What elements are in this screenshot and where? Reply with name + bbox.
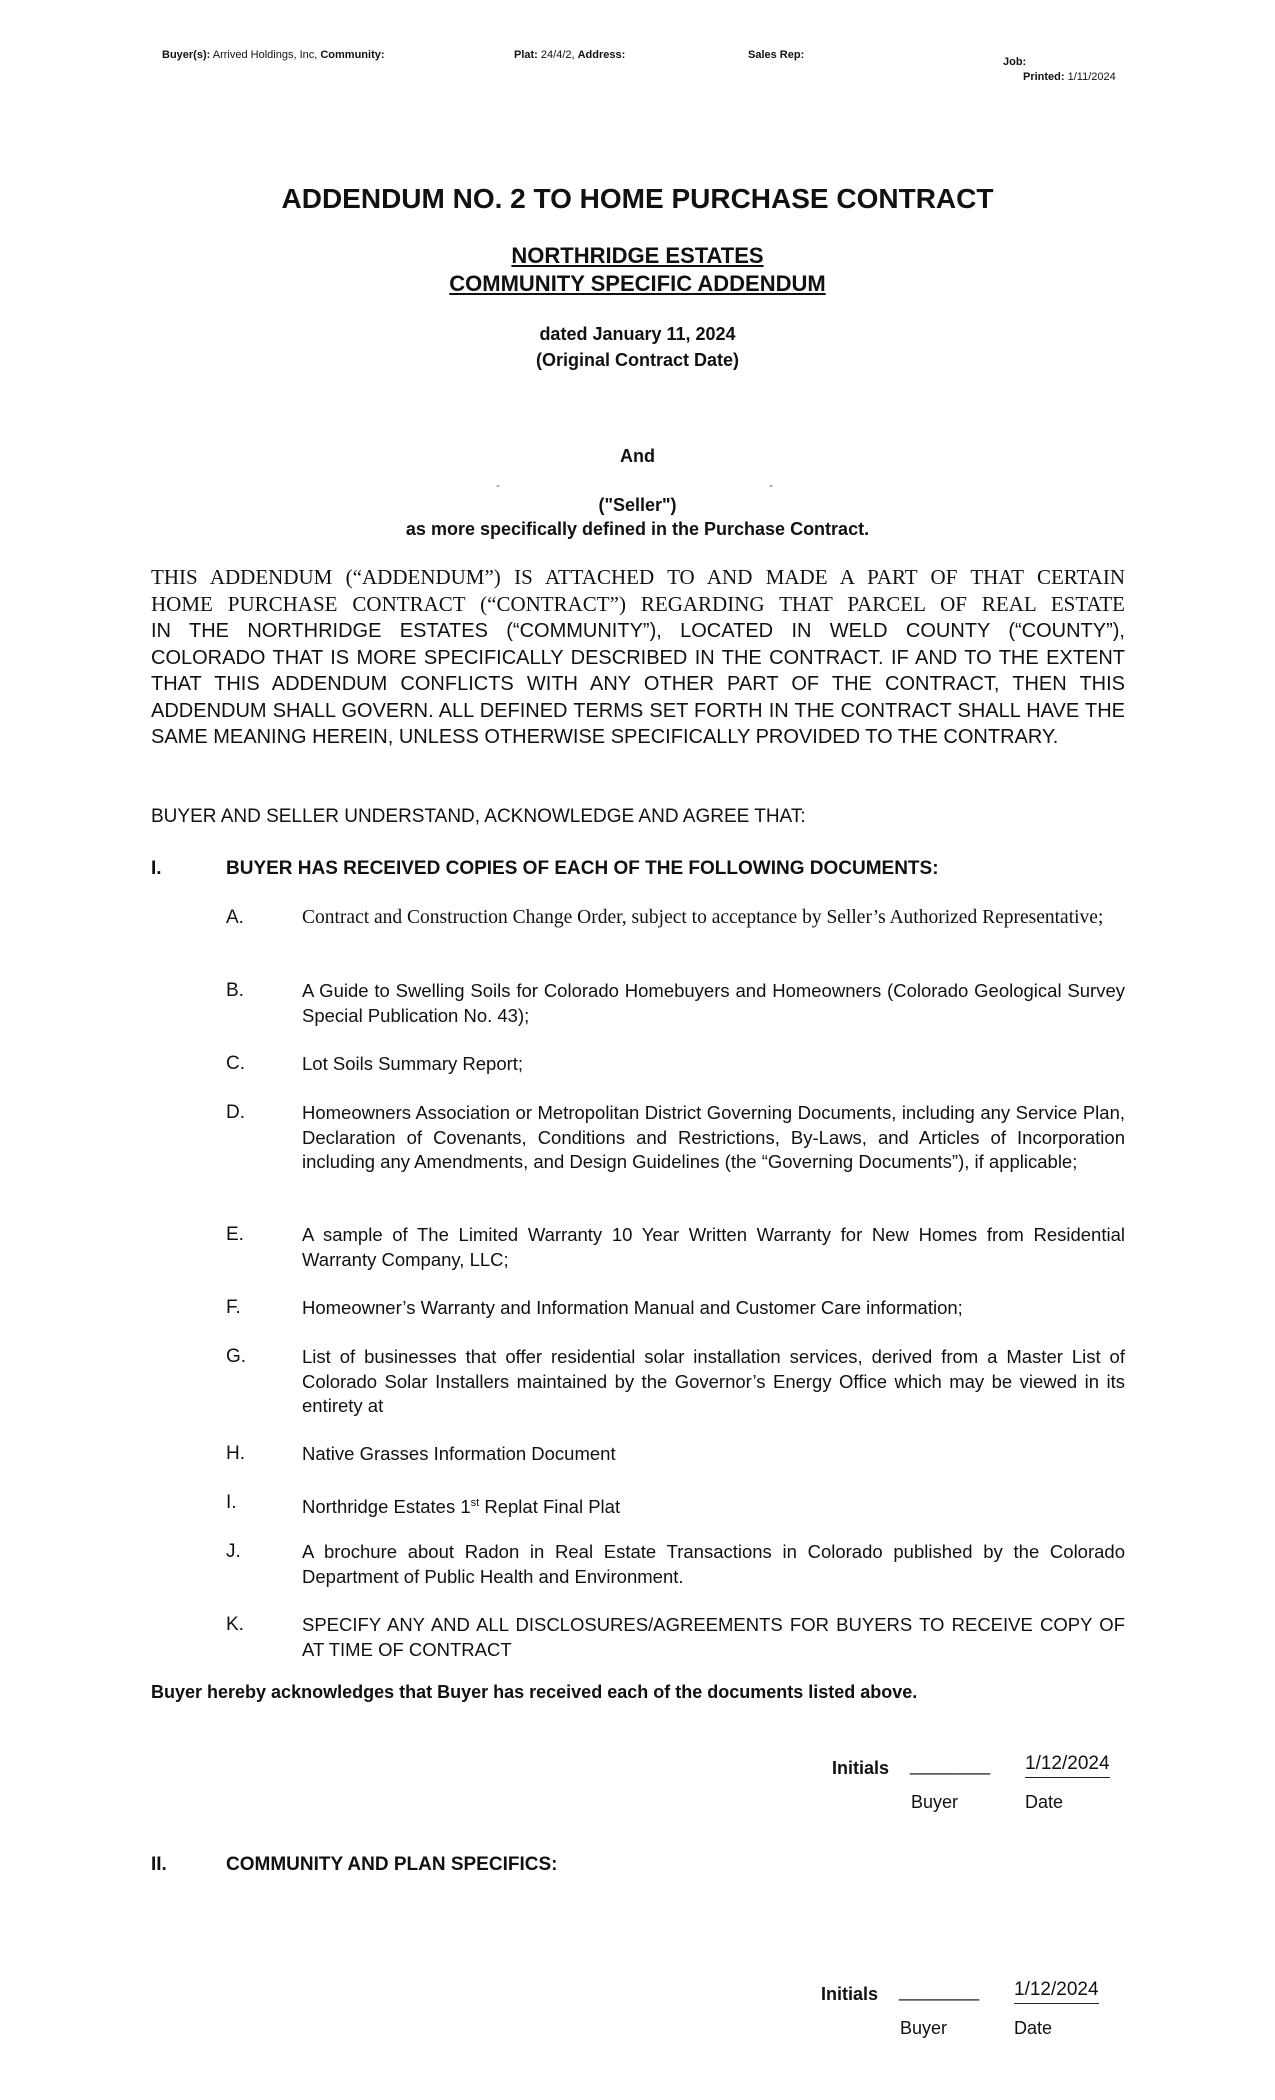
original-contract-date: (Original Contract Date) xyxy=(535,350,740,370)
header-job: Job: xyxy=(1003,56,1027,68)
item-i: Northridge Estates 1st Replat Final Plat xyxy=(302,1496,621,1518)
dated-line: dated January 11, 2024 xyxy=(539,324,736,344)
plat-value: 24/4/2, xyxy=(540,49,575,61)
buyer-value: Arrived Holdings, Inc, xyxy=(212,49,318,61)
item-letter: H. xyxy=(226,1443,245,1464)
header-buyer: Buyer(s): Arrived Holdings, Inc, Community: xyxy=(162,49,385,61)
section-2-title: COMMUNITY AND PLAN SPECIFICS: xyxy=(226,1854,558,1875)
item-letter: G. xyxy=(226,1346,247,1367)
item-d: Homeowners Association or Metropolitan District Governing Documents, including any Service Plan, Declaration of Covenants, Conditions and Restrictions, By-Laws, and Articles of Incorporation including any Amendments, and Design Guidelines (the “Governing Documents”), if applicable; xyxy=(302,1102,1125,1172)
buyer-caption: Buyer xyxy=(900,2018,948,2038)
item-k: SPECIFY ANY AND ALL DISCLOSURES/AGREEMENTS FOR BUYERS TO RECEIVE COPY OF AT TIME OF CONTRACT xyxy=(302,1614,1125,1660)
printed-value: 1/11/2024 xyxy=(1067,71,1116,83)
initials-label: Initials xyxy=(821,1984,879,2004)
item-h: Native Grasses Information Document xyxy=(302,1443,616,1464)
blank-mark: - xyxy=(496,478,500,492)
date-caption: Date xyxy=(1014,2018,1053,2038)
section-1-title: BUYER HAS RECEIVED COPIES OF EACH OF THE FOLLOWING DOCUMENTS: xyxy=(226,858,939,879)
item-g: List of businesses that offer residential solar installation services, derived from a Master List of Colorado Solar Installers maintained by the Governor’s Energy Office which may be viewed in its entirety at xyxy=(302,1346,1125,1416)
item-letter: E. xyxy=(226,1224,244,1245)
intro-line-1: THIS ADDENDUM (“ADDENDUM”) IS ATTACHED TO AND MADE A PART OF THAT CERTAIN xyxy=(151,565,1125,589)
initials-blank: ________ xyxy=(910,1755,991,1775)
item-letter: I. xyxy=(226,1492,237,1513)
item-e: A sample of The Limited Warranty 10 Year Written Warranty for New Homes from Residential Warranty Company, LLC; xyxy=(302,1224,1125,1270)
understand-line: BUYER AND SELLER UNDERSTAND, ACKNOWLEDGE AND AGREE THAT: xyxy=(151,806,806,827)
item-a: Contract and Construction Change Order, subject to acceptance by Seller’s Authorized Representative; xyxy=(302,907,1104,928)
item-j: A brochure about Radon in Real Estate Transactions in Colorado published by the Colorado Department of Public Health and Environment. xyxy=(302,1541,1125,1587)
date-caption: Date xyxy=(1025,1792,1064,1812)
section-2-number: II. xyxy=(151,1854,167,1875)
item-letter: D. xyxy=(226,1102,245,1123)
addendum-type: COMMUNITY SPECIFIC ADDENDUM xyxy=(449,271,826,296)
item-b: A Guide to Swelling Soils for Colorado Homebuyers and Homeowners (Colorado Geological Survey Special Publication No. 43); xyxy=(302,980,1125,1026)
intro-line-2: HOME PURCHASE CONTRACT (“CONTRACT”) REGARDING THAT PARCEL OF REAL ESTATE xyxy=(151,592,1125,616)
item-f: Homeowner’s Warranty and Information Manual and Customer Care information; xyxy=(302,1297,963,1318)
item-c: Lot Soils Summary Report; xyxy=(302,1053,524,1074)
blank-mark: - xyxy=(769,478,773,492)
header-printed: Printed: 1/11/2024 xyxy=(1023,71,1116,83)
buyer-caption: Buyer xyxy=(911,1792,959,1812)
seller-line: ("Seller") xyxy=(598,495,677,515)
acknowledgement: Buyer hereby acknowledges that Buyer has received each of the documents listed above. xyxy=(151,1682,918,1702)
initials-blank: ________ xyxy=(899,1981,980,2001)
address-label: Address: xyxy=(577,49,626,61)
header-plat: Plat: 24/4/2, Address: xyxy=(514,49,626,61)
item-letter: A. xyxy=(226,907,244,928)
item-letter: B. xyxy=(226,980,244,1001)
community-label: Community: xyxy=(320,49,385,61)
ordinal-suffix: st xyxy=(470,1497,480,1509)
initials-date: 1/12/2024 xyxy=(1014,1979,1099,2004)
item-letter: C. xyxy=(226,1053,245,1074)
header-sales-rep: Sales Rep: xyxy=(748,49,805,61)
item-letter: K. xyxy=(226,1614,244,1635)
initials-label: Initials xyxy=(832,1758,890,1778)
and-line: And xyxy=(620,446,655,466)
document-title: ADDENDUM NO. 2 TO HOME PURCHASE CONTRACT xyxy=(281,183,994,214)
item-letter: F. xyxy=(226,1297,241,1318)
defined-line: as more specifically defined in the Purchase Contract. xyxy=(405,519,870,539)
intro-paragraph: IN THE NORTHRIDGE ESTATES (“COMMUNITY”), LOCATED IN WELD COUNTY (“COUNTY”), COLORADO THAT IS MORE SPECIFICALLY DESCRIBED IN THE CONTRACT. IF AND TO THE EXTENT THAT THIS ADDENDUM CONFLICTS WITH ANY OTHER PART OF THE CONTRACT, THEN THIS ADDENDUM SHALL GOVERN. ALL DEFINED TERMS SET FORTH IN THE CONTRACT SHALL HAVE THE SAME MEANING HEREIN, UNLESS OTHERWISE SPECIFICALLY PROVIDED TO THE CONTRARY. xyxy=(151,620,1125,748)
section-1-number: I. xyxy=(151,858,162,879)
community-name: NORTHRIDGE ESTATES xyxy=(511,243,764,268)
initials-date: 1/12/2024 xyxy=(1025,1753,1110,1778)
item-letter: J. xyxy=(226,1541,241,1562)
